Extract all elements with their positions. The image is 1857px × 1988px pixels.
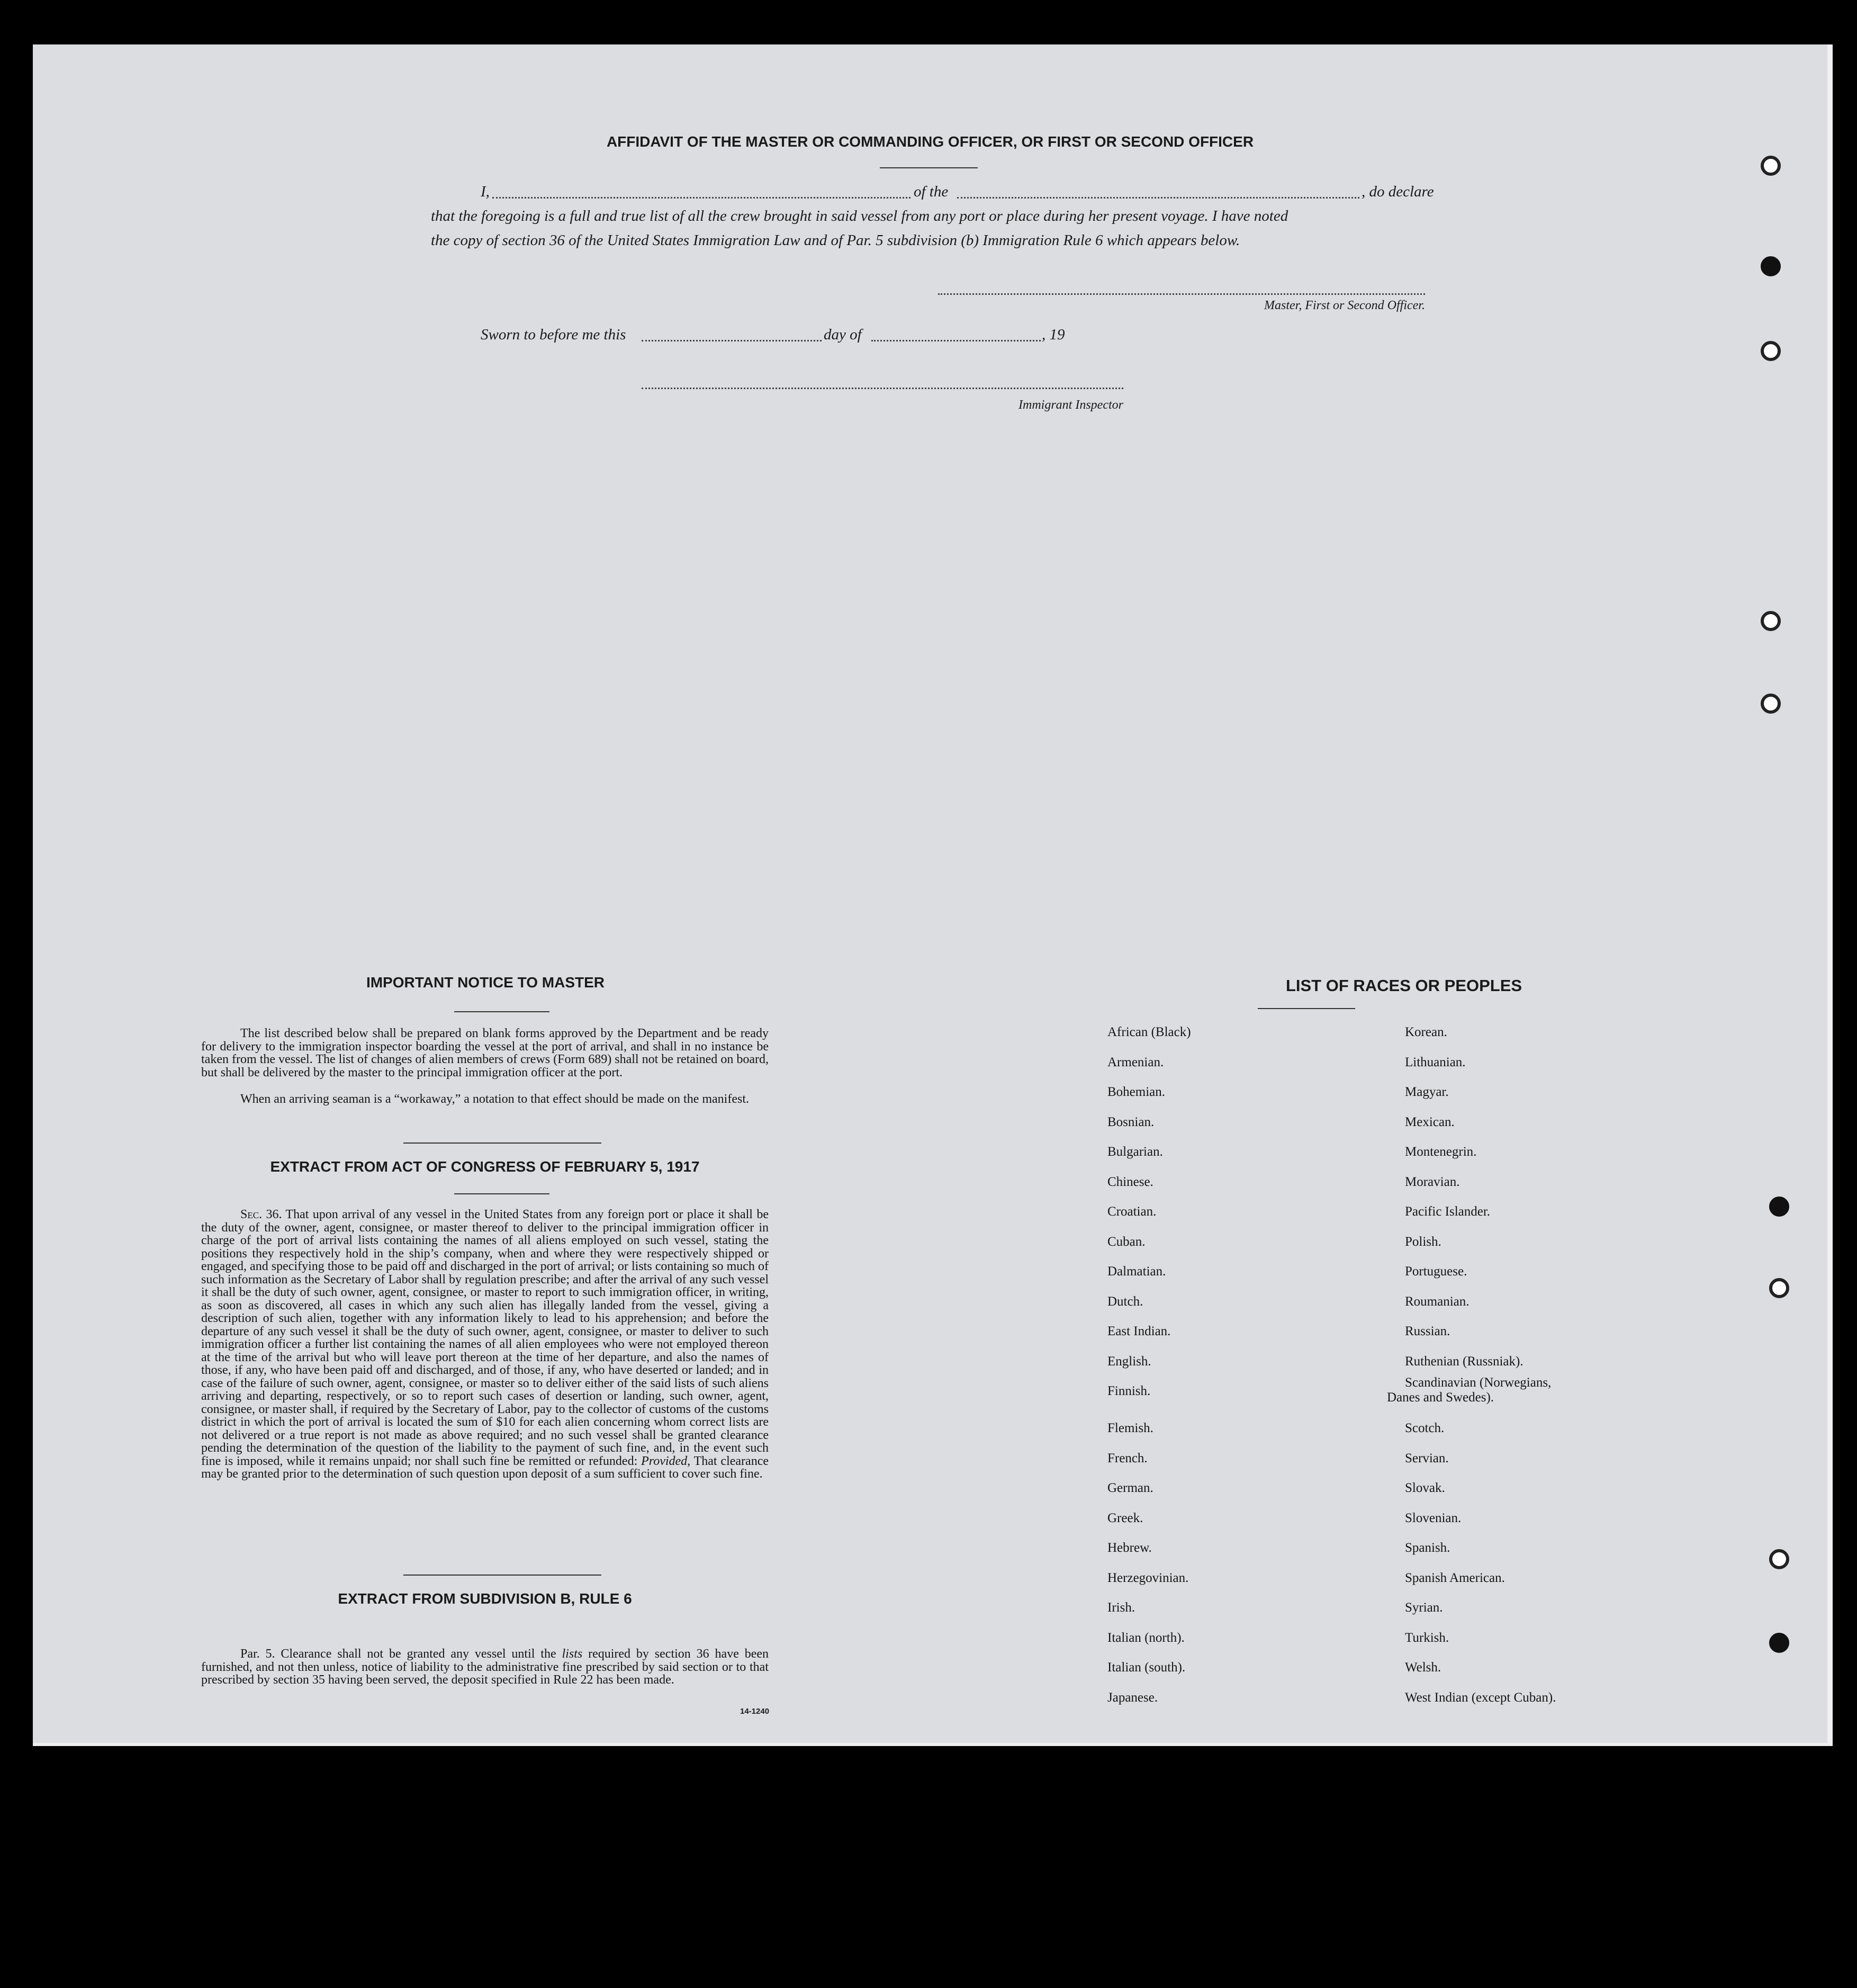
race-entry: Pacific Islander.: [1405, 1204, 1491, 1219]
inspector-label: Immigrant Inspector: [1018, 398, 1123, 412]
notice-title: IMPORTANT NOTICE TO MASTER: [366, 974, 605, 991]
declarant-name-field[interactable]: [492, 197, 911, 199]
race-entry: Italian (south).: [1107, 1660, 1186, 1675]
affidavit-line-2: that the foregoing is a full and true list of all the crew brought in said vessel from any port or place during her present voyage. I have noted: [431, 208, 1288, 224]
race-entry: Greek.: [1107, 1510, 1143, 1525]
race-entry: Flemish.: [1107, 1421, 1153, 1435]
race-entry: French.: [1107, 1451, 1148, 1465]
race-entry: Finnish.: [1107, 1384, 1151, 1398]
race-entry: Ruthenian (Russniak).: [1405, 1354, 1524, 1369]
title-rule: [880, 167, 978, 168]
race-entry: African (Black): [1107, 1025, 1191, 1039]
year-prefix: , 19: [1042, 326, 1065, 343]
race-entry: Cuban.: [1107, 1234, 1146, 1249]
race-entry: English.: [1107, 1354, 1151, 1369]
master-signature-label: Master, First or Second Officer.: [1264, 299, 1425, 312]
race-entry: Roumanian.: [1405, 1294, 1470, 1309]
race-entry: Italian (north).: [1107, 1630, 1185, 1645]
sec-36-label: Sec. 36.: [240, 1208, 282, 1221]
punch-hole: [1761, 156, 1781, 176]
day-of-label: day of: [824, 326, 862, 343]
rule-text-b: required by section 36 have been furnished, and not then unless, notice of liability to the administrative fine prescribed by said section or to that prescribed by section 35 having been served, the deposit specified in Rule 22 has been made.: [201, 1647, 769, 1687]
race-entry: Bosnian.: [1107, 1114, 1155, 1129]
race-entry: Turkish.: [1405, 1630, 1449, 1645]
sec-36-end: That clearance may be granted prior to the determination of such question upon deposit of a sum sufficient to cover such fine.: [201, 1454, 769, 1481]
race-entry: Scandinavian (Norwegians,: [1405, 1375, 1552, 1390]
vessel-prefix: of the: [914, 183, 949, 200]
act-extract-title: EXTRACT FROM ACT OF CONGRESS OF FEBRUARY 5, 1917: [270, 1158, 700, 1175]
act-rule: [454, 1193, 549, 1194]
inspector-signature-field[interactable]: [642, 388, 1123, 389]
race-entry: East Indian.: [1107, 1324, 1171, 1338]
rule-text-a: Par. 5. Clearance shall not be granted any vessel until the: [240, 1647, 556, 1661]
race-entry: Polish.: [1405, 1234, 1441, 1249]
race-entry: Slovak.: [1405, 1481, 1445, 1495]
race-entry: Moravian.: [1405, 1174, 1460, 1189]
affidavit-line-3: the copy of section 36 of the United States Immigration Law and of Par. 5 subdivision (b) Immigration Rule 6 which appears below.: [431, 232, 1240, 249]
race-entry: Magyar.: [1405, 1085, 1449, 1099]
race-entry: Spanish.: [1405, 1541, 1450, 1555]
race-entry: Montenegrin.: [1405, 1145, 1477, 1159]
declare-suffix: , do declare: [1362, 183, 1434, 200]
provided-word: Provided,: [641, 1454, 691, 1468]
sworn-day-field[interactable]: [642, 340, 822, 341]
race-entry: Armenian.: [1107, 1055, 1164, 1069]
punch-hole: [1769, 1278, 1789, 1298]
notice-paragraph-1: The list described below shall be prepared on blank forms approved by the Department and be ready for delivery to the immigration inspector boarding the vessel at the port of arrival, and shall in no instance be taken from the vessel. The list of changes of alien members of crews (Form 689) shall not be retained on board, but shall be delivered by the master to the principal immigration officer at the port.: [201, 1027, 769, 1080]
punch-hole: [1761, 694, 1781, 714]
punch-hole: [1769, 1549, 1789, 1569]
sworn-line: [481, 326, 1116, 345]
race-entry: Hebrew.: [1107, 1541, 1152, 1555]
race-entry: Lithuanian.: [1405, 1055, 1466, 1069]
sworn-prefix: Sworn to before me this: [481, 326, 626, 343]
punch-hole: [1761, 341, 1781, 361]
race-entry: Bohemian.: [1107, 1085, 1166, 1099]
race-entry: Korean.: [1405, 1025, 1447, 1039]
race-entry: Japanese.: [1107, 1690, 1158, 1705]
section-rule-1: [403, 1143, 601, 1144]
section-rule-2: [403, 1575, 601, 1576]
race-entry: Croatian.: [1107, 1204, 1157, 1219]
form-number: 14-1240: [740, 1707, 770, 1716]
race-entry: Herzegovinian.: [1107, 1570, 1189, 1585]
punch-hole: [1761, 256, 1781, 276]
master-signature-field[interactable]: [938, 293, 1425, 295]
race-entry: Servian.: [1405, 1451, 1449, 1465]
punch-hole: [1761, 611, 1781, 631]
race-entry: Spanish American.: [1405, 1570, 1505, 1585]
race-entry: Welsh.: [1405, 1660, 1441, 1675]
lists-word: lists: [562, 1647, 583, 1661]
punch-hole: [1769, 1197, 1789, 1217]
race-entry: Scotch.: [1405, 1421, 1445, 1435]
rule-extract-title: EXTRACT FROM SUBDIVISION B, RULE 6: [338, 1590, 632, 1607]
race-entry: Bulgarian.: [1107, 1145, 1163, 1159]
notice-rule: [454, 1011, 549, 1012]
race-entry: Syrian.: [1405, 1600, 1443, 1615]
race-entry: German.: [1107, 1481, 1153, 1495]
race-entry: Russian.: [1405, 1324, 1450, 1338]
vessel-name-field[interactable]: [957, 197, 1359, 199]
punch-hole: [1769, 1633, 1789, 1653]
race-entry: Dutch.: [1107, 1294, 1143, 1309]
race-continuation: Danes and Swedes).: [1387, 1390, 1494, 1405]
form-page: [33, 44, 1833, 1746]
sworn-month-field[interactable]: [871, 340, 1041, 341]
race-entry: Mexican.: [1405, 1114, 1455, 1129]
affidavit-line-1: [481, 183, 1457, 202]
races-rule: [1258, 1008, 1355, 1009]
race-entry: Dalmatian.: [1107, 1264, 1166, 1279]
act-extract-text: [201, 1208, 769, 1481]
race-entry: Portuguese.: [1405, 1264, 1467, 1279]
sec-36-body: That upon arrival of any vessel in the United States from any foreign port or place it shall be the duty of the owner, agent, consignee, or master thereof to deliver to the principal immigration officer in charge of the port of arrival lists containing the names of all aliens employed on such vessel, stating the positions they respectively hold in the ship’s company, when and where they were respectively shipped or engaged, and specifying those to be paid off and discharged in the port of arrival; or lists containing so much of such information as the Secretary of Labor shall by regulation prescribe; and after the arrival of any such vessel it shall be the duty of such owner, agent, consignee, or master to report to such immigration officer, in writing, as soon as discovered, all cases in which any such alien has illegally landed from the vessel, giving a description of such alien, together with any information likely to lead to his apprehension; and before the departure of any such vessel it shall be the duty of such owner, agent, consignee, or master to deliver to such immigration officer a further list containing the names of all alien employees who were not employed thereon at the time of the arrival but who will leave port thereon at the time of her departure, and also the names of those, if any, who have been paid off and discharged, and of those, if any, who have deserted or landed; and in case of the failure of such owner, agent, consignee, or master so to deliver either of the said lists of such aliens arriving and departing, respectively, or so to report such cases of desertion or landing, such owner, agent, consignee, or master shall, if required by the Secretary of Labor, pay to the collector of customs of the customs district in which the port of arrival is located the sum of $10 for each alien concerning whom correct lists are not delivered or a true report is not made as above required; and no such vessel shall be granted clearance pending the determination of the question of the liability to the payment of such fine, and, in the event such fine is imposed, while it remains unpaid; nor shall such fine be remitted or refunded:: [201, 1208, 769, 1468]
declarant-prefix: I,: [481, 183, 490, 200]
race-entry: Irish.: [1107, 1600, 1135, 1615]
affidavit-title: AFFIDAVIT OF THE MASTER OR COMMANDING OFFICER, OR FIRST OR SECOND OFFICER: [606, 133, 1254, 150]
race-entry: Chinese.: [1107, 1174, 1153, 1189]
race-entry: West Indian (except Cuban).: [1405, 1690, 1556, 1705]
races-title: LIST OF RACES OR PEOPLES: [1285, 976, 1522, 995]
rule-extract-text: [201, 1648, 769, 1687]
notice-paragraph-2: When an arriving seaman is a “workaway,” a notation to that effect should be made on the manifest.: [240, 1092, 749, 1106]
race-entry: Slovenian.: [1405, 1510, 1462, 1525]
